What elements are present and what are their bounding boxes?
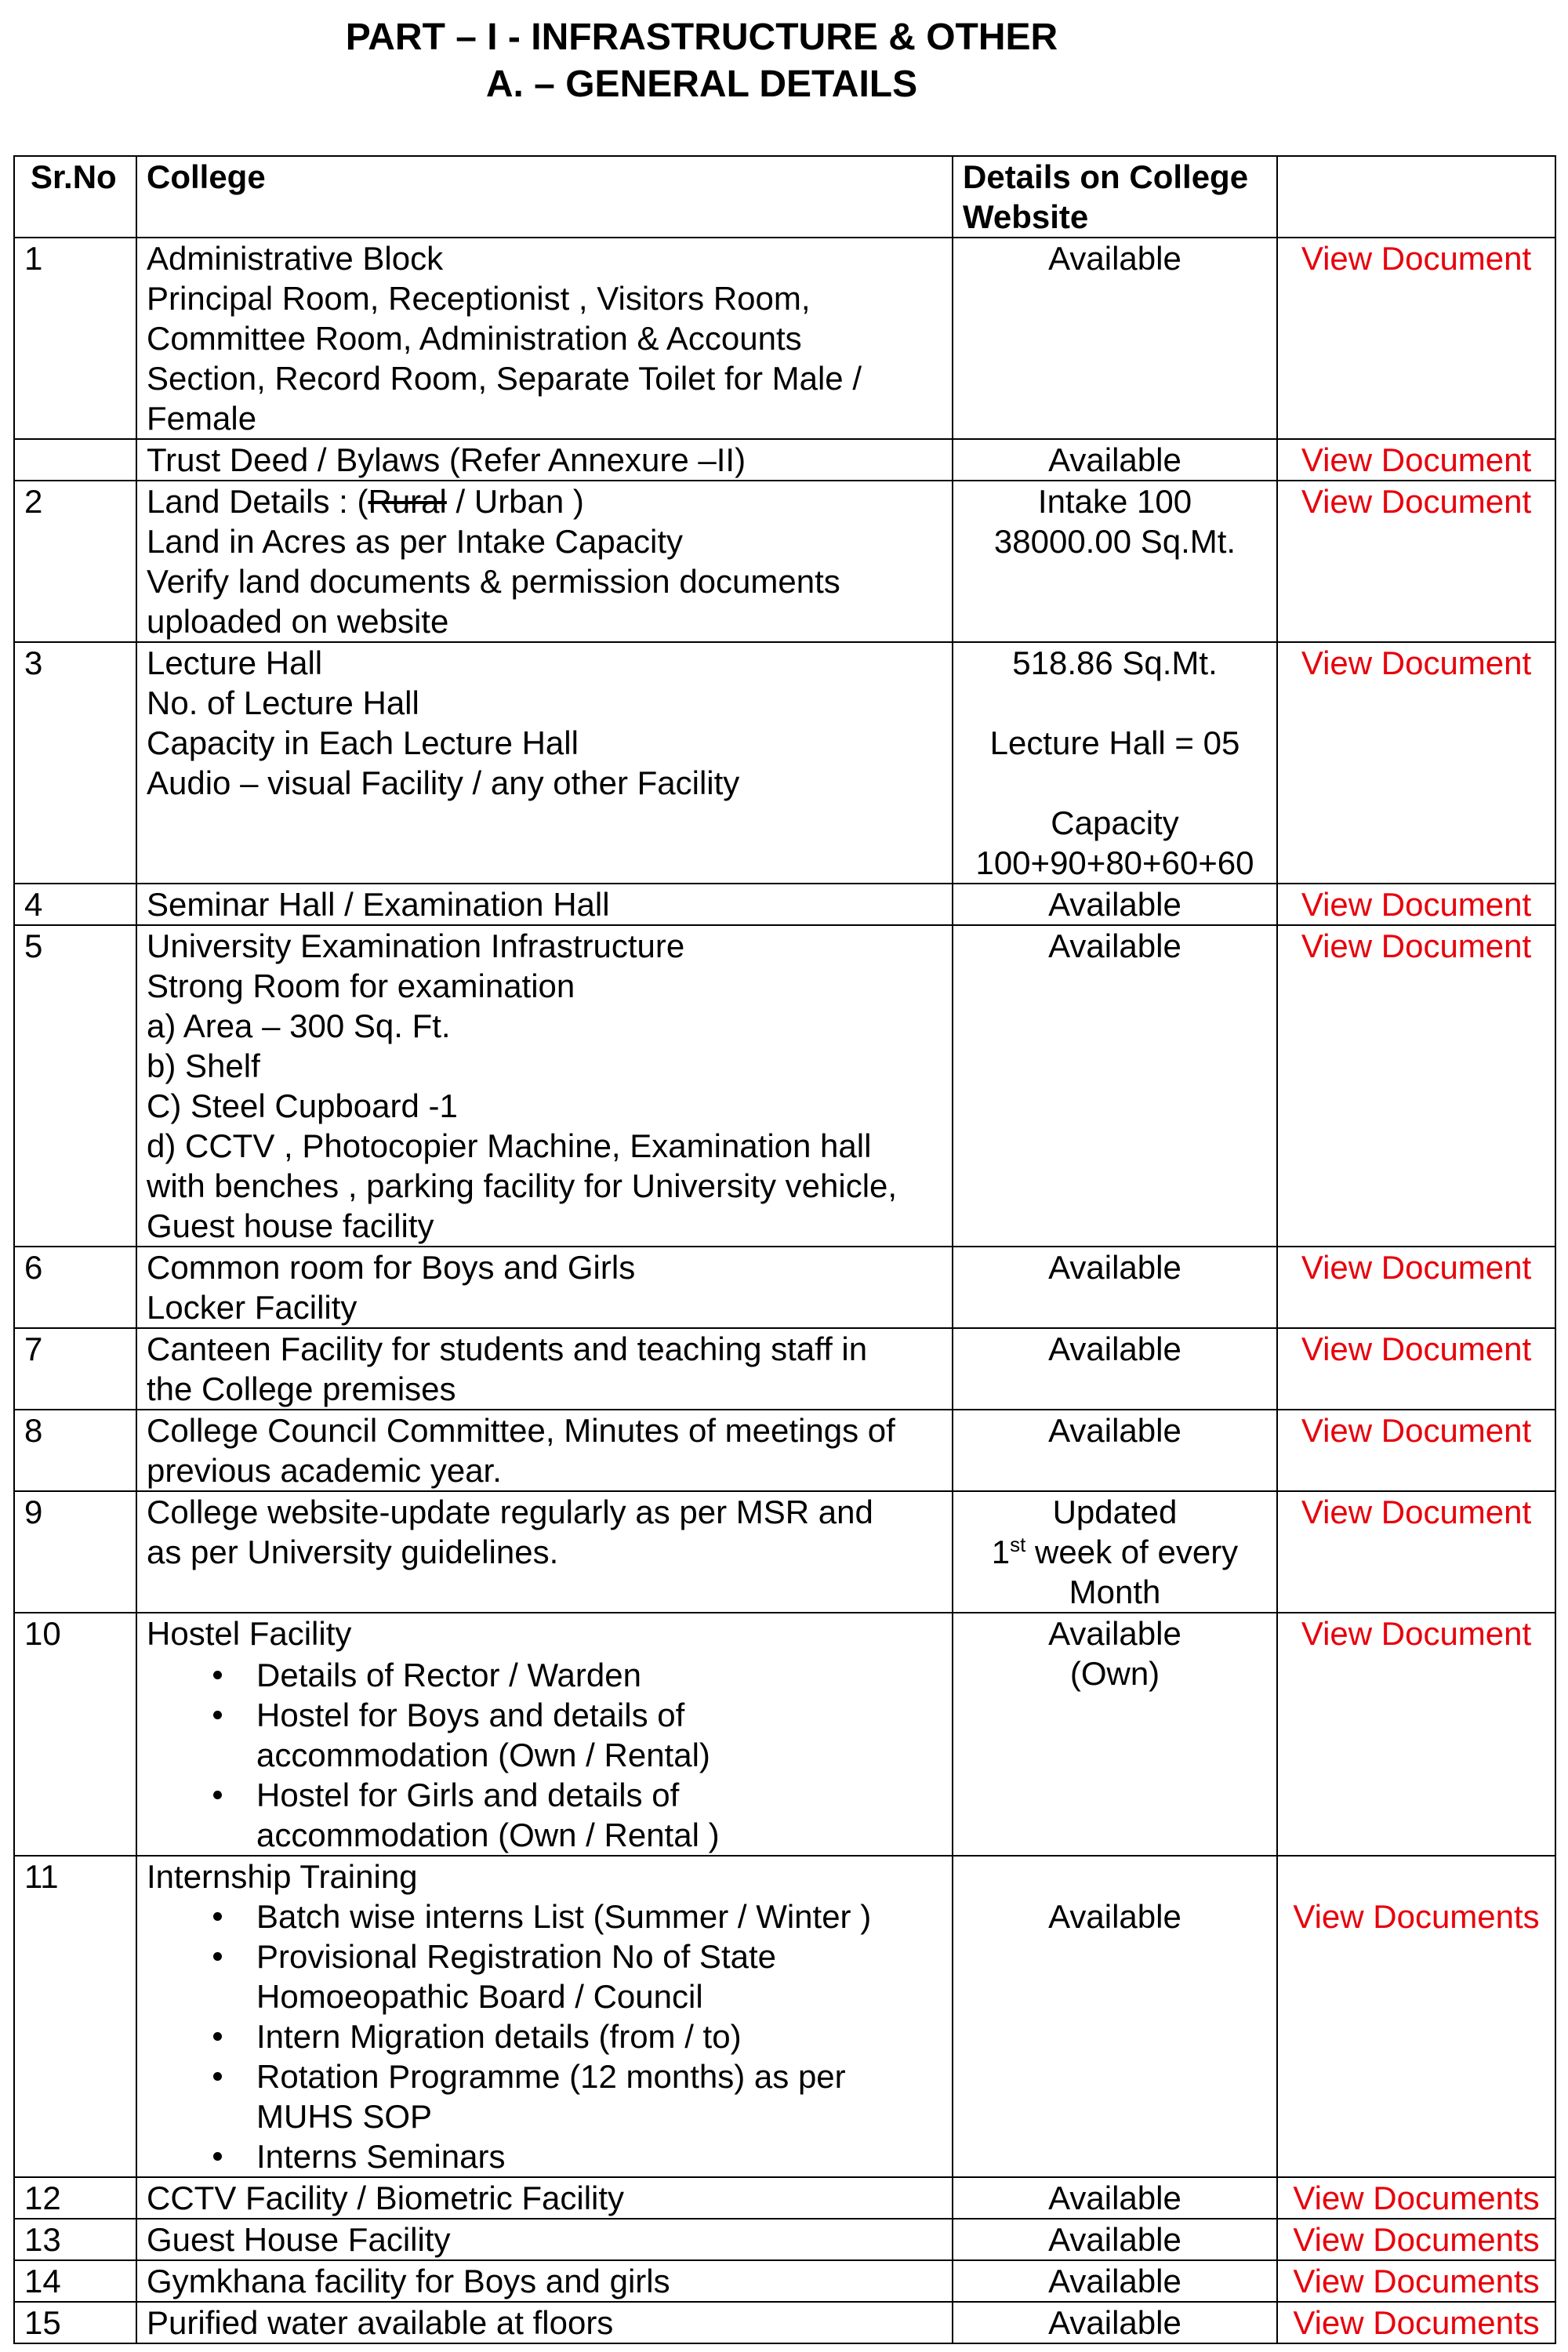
view-documents-link[interactable]: View Documents bbox=[1293, 2263, 1540, 2299]
spacer bbox=[963, 683, 1267, 723]
row-description bbox=[136, 2260, 953, 2302]
desc-heading: Internship Training bbox=[147, 1858, 418, 1895]
details-line: Available bbox=[1048, 1615, 1181, 1652]
details-line: Available bbox=[1048, 2304, 1181, 2341]
row-link-cell bbox=[1277, 481, 1555, 642]
details-line bbox=[963, 1532, 1267, 1572]
desc-line: No. of Lecture Hall bbox=[147, 684, 419, 721]
view-documents-link[interactable]: View Documents bbox=[1293, 2304, 1540, 2341]
details-line: (Own) bbox=[1069, 1655, 1160, 1692]
details-ordinal-suffix: st bbox=[1010, 1533, 1026, 1556]
row-link-cell bbox=[1277, 439, 1555, 481]
table-row bbox=[14, 925, 1555, 1247]
bullet-item bbox=[256, 2136, 942, 2176]
row-sr-no: 13 bbox=[14, 2219, 136, 2260]
row-details bbox=[953, 1856, 1277, 2177]
details-line: 100+90+80+60+60 bbox=[975, 844, 1254, 881]
table-row bbox=[14, 1491, 1555, 1613]
table-row bbox=[14, 1247, 1555, 1328]
row-details bbox=[953, 439, 1277, 481]
header-details-line-1: Details on College bbox=[963, 158, 1249, 195]
details-line: Available bbox=[1048, 1330, 1181, 1367]
view-documents-link[interactable]: View Documents bbox=[1293, 1898, 1540, 1935]
desc-line: with benches , parking facility for University vehicle, bbox=[147, 1167, 898, 1204]
view-document-link[interactable]: View Document bbox=[1301, 1330, 1532, 1367]
desc-line: Administrative Block bbox=[147, 240, 444, 277]
row-link-cell bbox=[1277, 2260, 1555, 2302]
view-documents-link[interactable]: View Documents bbox=[1293, 2180, 1540, 2216]
details-line: Available bbox=[1048, 1249, 1181, 1286]
row-link-cell bbox=[1277, 884, 1555, 925]
bullet-text: accommodation (Own / Rental) bbox=[256, 1737, 710, 1773]
row-description bbox=[136, 1491, 953, 1613]
row-sr-no: 1 bbox=[14, 238, 136, 439]
desc-line: Gymkhana facility for Boys and girls bbox=[147, 2263, 670, 2299]
row-sr-no: 3 bbox=[14, 642, 136, 884]
row-sr-no: 5 bbox=[14, 925, 136, 1247]
table-row bbox=[14, 884, 1555, 925]
desc-line: uploaded on website bbox=[147, 603, 449, 640]
row-link-cell bbox=[1277, 1491, 1555, 1613]
desc-line: Principal Room, Receptionist , Visitors Room, bbox=[147, 280, 811, 317]
row-details bbox=[953, 1410, 1277, 1491]
desc-line: Guest House Facility bbox=[147, 2221, 451, 2258]
land-details-line bbox=[147, 481, 942, 521]
desc-line: Female bbox=[147, 400, 257, 437]
struck-rural-text: Rural bbox=[368, 483, 447, 520]
row-sr-no: 4 bbox=[14, 884, 136, 925]
row-details bbox=[953, 925, 1277, 1247]
bullet-text: Intern Migration details (from / to) bbox=[256, 2018, 742, 2055]
desc-line: Section, Record Room, Separate Toilet for Male / bbox=[147, 360, 862, 397]
row-description bbox=[136, 925, 953, 1247]
desc-line: previous academic year. bbox=[147, 1452, 502, 1489]
row-link-cell bbox=[1277, 1613, 1555, 1856]
row-details bbox=[953, 481, 1277, 642]
desc-line: CCTV Facility / Biometric Facility bbox=[147, 2180, 625, 2216]
row-details bbox=[953, 2260, 1277, 2302]
view-document-link[interactable]: View Document bbox=[1301, 1412, 1532, 1449]
row-link-cell bbox=[1277, 2177, 1555, 2219]
desc-line: Lecture Hall bbox=[147, 644, 323, 681]
desc-line: the College premises bbox=[147, 1370, 456, 1407]
table-row bbox=[14, 1410, 1555, 1491]
table-row bbox=[14, 2260, 1555, 2302]
row-link-cell bbox=[1277, 642, 1555, 884]
details-line: Available bbox=[1048, 1412, 1181, 1449]
row-link-cell bbox=[1277, 238, 1555, 439]
row-description bbox=[136, 1613, 953, 1856]
row-description bbox=[136, 2302, 953, 2343]
desc-line: Strong Room for examination bbox=[147, 967, 575, 1004]
bullet-list bbox=[147, 1655, 942, 1855]
details-line: Available bbox=[1048, 927, 1181, 964]
row-details bbox=[953, 2219, 1277, 2260]
details-line: 518.86 Sq.Mt. bbox=[1012, 644, 1218, 681]
row-sr-no: 10 bbox=[14, 1613, 136, 1856]
bullet-item bbox=[256, 2056, 942, 2136]
details-line: Available bbox=[1048, 886, 1181, 923]
row-details bbox=[953, 1491, 1277, 1613]
row-sr-no: 6 bbox=[14, 1247, 136, 1328]
table-row bbox=[14, 481, 1555, 642]
view-document-link[interactable]: View Document bbox=[1301, 441, 1532, 478]
bullet-text: accommodation (Own / Rental ) bbox=[256, 1817, 720, 1853]
table-row bbox=[14, 1613, 1555, 1856]
row-description bbox=[136, 481, 953, 642]
desc-line: Capacity in Each Lecture Hall bbox=[147, 724, 579, 761]
view-document-link[interactable]: View Document bbox=[1301, 886, 1532, 923]
bullet-item bbox=[256, 1896, 942, 1936]
row-sr-no: 9 bbox=[14, 1491, 136, 1613]
page-heading bbox=[0, 14, 1403, 108]
row-sr-no: 2 bbox=[14, 481, 136, 642]
details-line: Month bbox=[1069, 1573, 1161, 1610]
row-details bbox=[953, 2302, 1277, 2343]
row-details bbox=[953, 884, 1277, 925]
table-row bbox=[14, 2219, 1555, 2260]
table-row bbox=[14, 1856, 1555, 2177]
view-document-link[interactable]: View Document bbox=[1301, 240, 1532, 277]
row-description bbox=[136, 1247, 953, 1328]
desc-heading: Hostel Facility bbox=[147, 1615, 352, 1652]
row-details bbox=[953, 238, 1277, 439]
row-link-cell bbox=[1277, 1410, 1555, 1491]
row-details bbox=[953, 1613, 1277, 1856]
row-description bbox=[136, 2177, 953, 2219]
bullet-text: Batch wise interns List (Summer / Winter ) bbox=[256, 1898, 872, 1935]
header-details-on-website bbox=[953, 156, 1277, 238]
header-sr-no: Sr.No bbox=[14, 156, 136, 238]
desc-line: C) Steel Cupboard -1 bbox=[147, 1087, 458, 1124]
desc-line: Land in Acres as per Intake Capacity bbox=[147, 523, 684, 560]
bullet-text: Homoeopathic Board / Council bbox=[256, 1978, 703, 2015]
row-details bbox=[953, 2177, 1277, 2219]
details-line-rest: week of every bbox=[1025, 1534, 1239, 1570]
bullet-text: Rotation Programme (12 months) as per bbox=[256, 2058, 846, 2095]
table-row bbox=[14, 238, 1555, 439]
desc-line: Locker Facility bbox=[147, 1289, 358, 1326]
general-details-table bbox=[13, 155, 1556, 2344]
details-line: Updated bbox=[1052, 1494, 1178, 1530]
bullet-text: Hostel for Boys and details of bbox=[256, 1697, 685, 1733]
row-sr-no: 11 bbox=[14, 1856, 136, 2177]
details-line: Available bbox=[1048, 2180, 1181, 2216]
desc-line: Guest house facility bbox=[147, 1207, 434, 1244]
desc-line: Canteen Facility for students and teaching staff in bbox=[147, 1330, 868, 1367]
row-details bbox=[953, 1247, 1277, 1328]
row-description bbox=[136, 1856, 953, 2177]
view-document-link[interactable]: View Document bbox=[1301, 644, 1532, 681]
bullet-item bbox=[256, 1655, 942, 1695]
heading-line-2: A. – GENERAL DETAILS bbox=[485, 64, 918, 105]
row-sr-no: 14 bbox=[14, 2260, 136, 2302]
spacer bbox=[1287, 1857, 1545, 1896]
bullet-text: MUHS SOP bbox=[256, 2098, 433, 2135]
land-suffix: / Urban ) bbox=[446, 483, 584, 520]
header-link bbox=[1277, 156, 1555, 238]
view-document-link[interactable]: View Document bbox=[1301, 1615, 1532, 1652]
table-row bbox=[14, 2177, 1555, 2219]
row-description bbox=[136, 1410, 953, 1491]
row-link-cell bbox=[1277, 1247, 1555, 1328]
row-details bbox=[953, 1328, 1277, 1410]
bullet-item bbox=[256, 1775, 942, 1855]
spacer bbox=[963, 763, 1267, 803]
row-link-cell bbox=[1277, 2219, 1555, 2260]
desc-line: Trust Deed / Bylaws (Refer Annexure –II) bbox=[147, 441, 746, 478]
row-sr-no bbox=[14, 439, 136, 481]
details-ordinal-number: 1 bbox=[991, 1534, 1011, 1570]
header-college: College bbox=[136, 156, 953, 238]
desc-line: Seminar Hall / Examination Hall bbox=[147, 886, 610, 923]
view-document-link[interactable]: View Document bbox=[1301, 1494, 1532, 1530]
view-document-link[interactable]: View Document bbox=[1301, 1249, 1532, 1286]
desc-line: College website-update regularly as per MSR and bbox=[147, 1494, 873, 1530]
desc-line: Purified water available at floors bbox=[147, 2304, 614, 2341]
bullet-item bbox=[256, 1695, 942, 1775]
bullet-text: Interns Seminars bbox=[256, 2138, 506, 2175]
table-row bbox=[14, 1328, 1555, 1410]
desc-line: as per University guidelines. bbox=[147, 1534, 559, 1570]
table-row bbox=[14, 642, 1555, 884]
bullet-text: Hostel for Girls and details of bbox=[256, 1777, 680, 1813]
desc-line: Audio – visual Facility / any other Facility bbox=[147, 764, 740, 801]
details-line: 38000.00 Sq.Mt. bbox=[993, 523, 1236, 560]
view-documents-link[interactable]: View Documents bbox=[1293, 2221, 1540, 2258]
desc-line: Committee Room, Administration & Accounts bbox=[147, 320, 802, 357]
desc-line: d) CCTV , Photocopier Machine, Examination hall bbox=[147, 1127, 872, 1164]
table-row bbox=[14, 2302, 1555, 2343]
desc-line: Verify land documents & permission documents bbox=[147, 563, 840, 600]
row-description bbox=[136, 642, 953, 884]
land-prefix: Land Details : ( bbox=[147, 483, 368, 520]
row-link-cell bbox=[1277, 1856, 1555, 2177]
bullet-item bbox=[256, 2016, 942, 2056]
row-description bbox=[136, 2219, 953, 2260]
view-document-link[interactable]: View Document bbox=[1301, 483, 1532, 520]
row-description bbox=[136, 238, 953, 439]
desc-line: College Council Committee, Minutes of meetings of bbox=[147, 1412, 895, 1449]
bullet-text: Details of Rector / Warden bbox=[256, 1657, 641, 1693]
header-details-line-2: Website bbox=[963, 198, 1089, 235]
row-sr-no: 12 bbox=[14, 2177, 136, 2219]
row-details bbox=[953, 642, 1277, 884]
details-line: Capacity bbox=[1051, 804, 1179, 841]
row-sr-no: 7 bbox=[14, 1328, 136, 1410]
desc-line: a) Area – 300 Sq. Ft. bbox=[147, 1007, 451, 1044]
details-line: Available bbox=[1048, 2221, 1181, 2258]
row-link-cell bbox=[1277, 2302, 1555, 2343]
desc-line: University Examination Infrastructure bbox=[147, 927, 685, 964]
table-row bbox=[14, 439, 1555, 481]
desc-line: Common room for Boys and Girls bbox=[147, 1249, 636, 1286]
row-link-cell bbox=[1277, 925, 1555, 1247]
desc-line: b) Shelf bbox=[147, 1047, 260, 1084]
row-description bbox=[136, 884, 953, 925]
view-document-link[interactable]: View Document bbox=[1301, 927, 1532, 964]
row-sr-no: 15 bbox=[14, 2302, 136, 2343]
bullet-item bbox=[256, 1936, 942, 2016]
details-line: Available bbox=[1048, 1898, 1181, 1935]
details-line: Intake 100 bbox=[1037, 483, 1192, 520]
row-description bbox=[136, 1328, 953, 1410]
bullet-text: Provisional Registration No of State bbox=[256, 1938, 776, 1975]
bullet-list bbox=[147, 1896, 942, 2176]
details-line: Lecture Hall = 05 bbox=[989, 724, 1240, 761]
table-header-row bbox=[14, 156, 1555, 238]
heading-line-1: PART – I - INFRASTRUCTURE & OTHER bbox=[345, 16, 1058, 58]
spacer bbox=[963, 1857, 1267, 1896]
details-line: Available bbox=[1048, 2263, 1181, 2299]
row-description bbox=[136, 439, 953, 481]
row-sr-no: 8 bbox=[14, 1410, 136, 1491]
row-link-cell bbox=[1277, 1328, 1555, 1410]
details-line: Available bbox=[1048, 441, 1181, 478]
details-line: Available bbox=[1048, 240, 1181, 277]
